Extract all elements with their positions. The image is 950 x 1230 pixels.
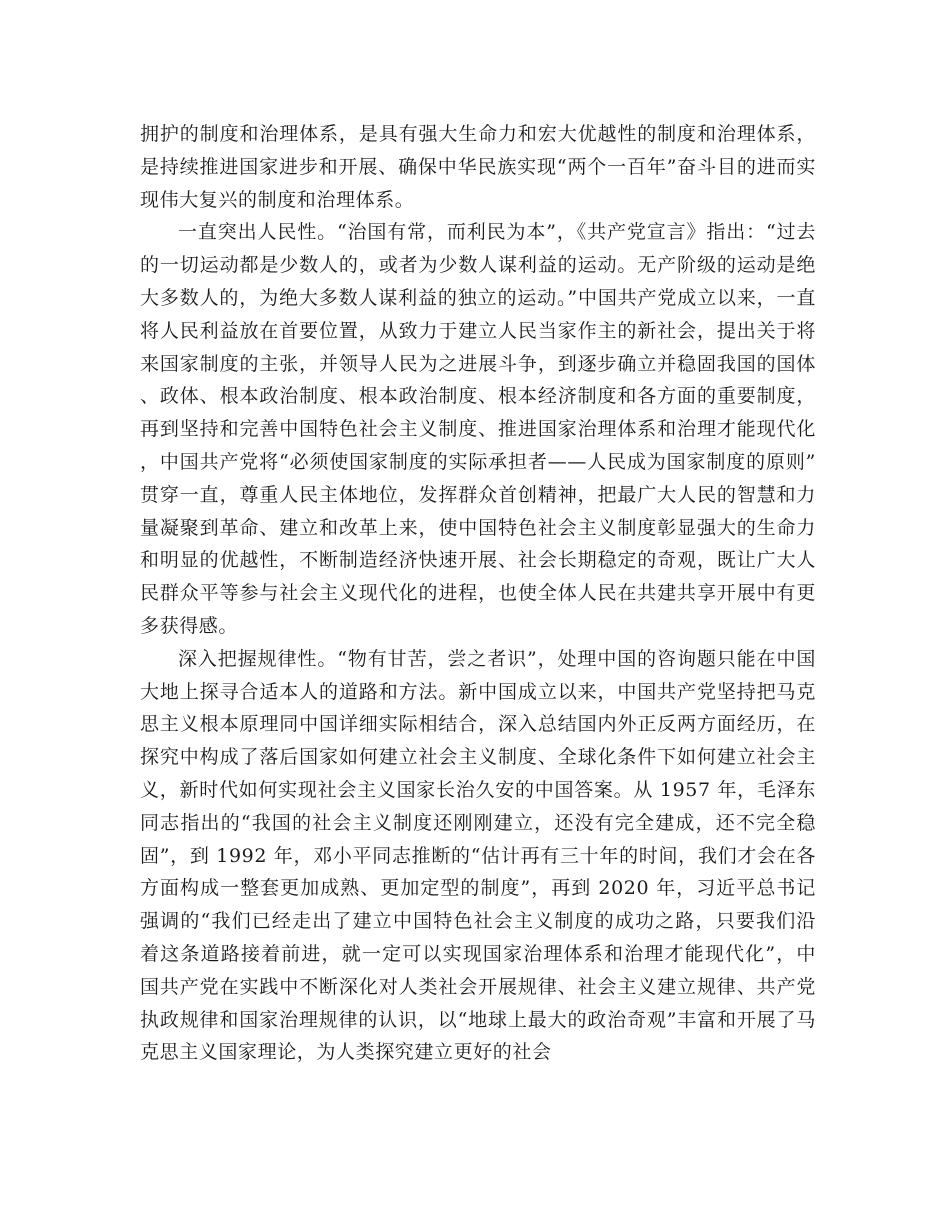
document-body xyxy=(140,118,816,1069)
paragraph-grasp-laws: 深入把握规律性。“物有甘苦，尝之者识”，处理中国的咨询题只能在中国大地上探寻合适本人的道路和方法。新中国成立以来，中国共产党坚持把马克思主义根本原理同中国详细实际相结合，深入总结国内外正反两方面经历，在探究中构成了落后国家如何建立社会主义制度、全球化条件下如何建立社会主义，新时代如何实现社会主义国家长治久安的中国答案。从 1957 年，毛泽东同志指出的“我国的社会主义制度还刚刚建立，还没有完全建成，还不完全稳固”，到 1992 年，邓小平同志推断的“估计再有三十年的时间，我们才会在各方面构成一整套更加成熟、更加定型的制度”，再到 2020 年，习近平总书记强调的“我们已经走出了建立中国特色社会主义制度的成功之路，只要我们沿着这条道路接着前进，就一定可以实现国家治理体系和治理才能现代化”，中国共产党在实践中不断深化对人类社会开展规律、社会主义建立规律、共产党执政规律和国家治理规律的认识，以“地球上最大的政治奇观”丰富和开展了马克思主义国家理论，为人类探究建立更好的社会 xyxy=(140,647,816,1064)
paragraph-people-oriented: 一直突出人民性。“治国有常，而利民为本”，《共产党宣言》指出：“过去的一切运动都是少数人的，或者为少数人谋利益的运动。无产阶级的运动是绝大多数人的，为绝大多数人谋利益的独立的运动。”中国共产党成立以来，一直将人民利益放在首要位置，从致力于建立人民当家作主的新社会，提出关于将来国家制度的主张，并领导人民为之进展斗争，到逐步确立并稳固我国的国体、政体、根本政治制度、根本政治制度、根本经济制度和各方面的重要制度，再到坚持和完善中国特色社会主义制度、推进国家治理体系和治理才能现代化，中国共产党将“必须使国家制度的实际承担者——人民成为国家制度的原则”贯穿一直，尊重人民主体地位，发挥群众首创精神，把最广大人民的智慧和力量凝聚到革命、建立和改革上来，使中国特色社会主义制度彰显强大的生命力和明显的优越性，不断制造经济快速开展、社会长期稳定的奇观，既让广大人民群众平等参与社会主义现代化的进程，也使全体人民在共建共享开展中有更多获得感。 xyxy=(140,221,816,637)
paragraph-intro-continuation: 拥护的制度和治理体系，是具有强大生命力和宏大优越性的制度和治理体系，是持续推进国家进步和开展、确保中华民族实现“两个一百年”奋斗目的进而实现伟大复兴的制度和治理体系。 xyxy=(140,123,816,211)
